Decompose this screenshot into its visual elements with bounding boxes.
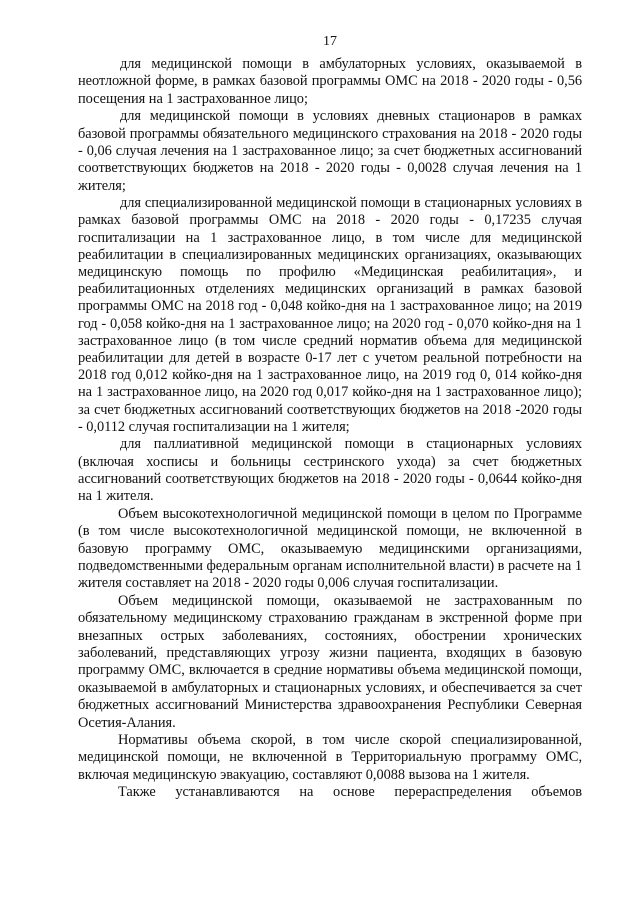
paragraph-uninsured: Объем медицинской помощи, оказываемой не застрахованным по обязательному медицинскому страхованию гражданам в экстренной форме при внезапных острых заболеваниях, состояниях, обострении хронических заболеваний, представляющих угрозу жизни пациента, входящих в базовую программу ОМС, включается в средние нормативы объема медицинской помощи, оказываемой в амбулаторных и стационарных условиях, и обеспечивается за счет бюджетных ассигнований Министерства здравоохранения Республики Северная Осетия-Алания.: [78, 592, 582, 731]
paragraph-palliative: для паллиативной медицинской помощи в стационарных условиях (включая хосписы и больницы сестринского ухода) за счет бюджетных ассигнований соответствующих бюджетов на 2018 - 2020 годы - 0,0644 койко-дня на 1 жителя.: [78, 436, 582, 505]
paragraph-outpatient-emergency: для медицинской помощи в амбулаторных условиях, оказываемой в неотложной форме, в рамках базовой программы ОМС на 2018 - 2020 годы - 0,56 посещения на 1 застрахованное лицо;: [78, 56, 582, 107]
paragraph-specialized-inpatient: для специализированной медицинской помощи в стационарных условиях в рамках базовой программы ОМС на 2018 - 2020 годы - 0,17235 случая госпитализации на 1 застрахованное лицо, в том числе для медицинской реабилитации в специализированных медицинских организациях, оказывающих медицинскую помощь по профилю «Медицинская реабилитация», и реабилитационных отделениях медицинских организаций в рамках базовой программы ОМС на 2018 год - 0,048 койко-дня на 1 застрахованное лицо; на 2019 год - 0,058 койко-дня на 1 застрахованное лицо; на 2020 год - 0,070 койко-дня на 1 застрахованное лицо (в том числе средний норматив объема для медицинской реабилитации для детей в возрасте 0-17 лет с учетом реальной потребности на 2018 год 0,012 койко-дня на 1 застрахованное лицо, на 2019 год 0, 014 койко-дня на 1 застрахованное лицо, на 2020 год 0,017 койко-дня на 1 застрахованное лицо); за счет бюджетных ассигнований соответствующих бюджетов на 2018 -2020 годы - 0,0112 случая госпитализации на 1 жителя;: [78, 195, 582, 435]
paragraph-redistribution: Также устанавливаются на основе перераспределения объемов: [118, 784, 582, 801]
paragraph-day-hospital: для медицинской помощи в условиях дневных стационаров в рамках базовой программы обязательного медицинского страхования на 2018 - 2020 годы - 0,06 случая лечения на 1 застрахованное лицо; за счет бюджетных ассигнований соответствующих бюджетов на 2018 - 2020 годы - 0,0028 случая лечения на 1 жителя;: [78, 108, 582, 194]
paragraph-ambulance: Нормативы объема скорой, в том числе скорой специализированной, медицинской помощи, не включенной в Территориальную программу ОМС, включая медицинскую эвакуацию, составляют 0,0088 вызова на 1 жителя.: [78, 732, 582, 783]
paragraph-high-tech: Объем высокотехнологичной медицинской помощи в целом по Программе (в том числе высокотехнологичной медицинской помощи, не включенной в базовую программу ОМС, оказываемую медицинскими организациями, подведомственными федеральным органам исполнительной власти) в расчете на 1 жителя составляет на 2018 - 2020 годы 0,006 случая госпитализации.: [78, 505, 582, 592]
page-number: 17: [323, 34, 337, 49]
